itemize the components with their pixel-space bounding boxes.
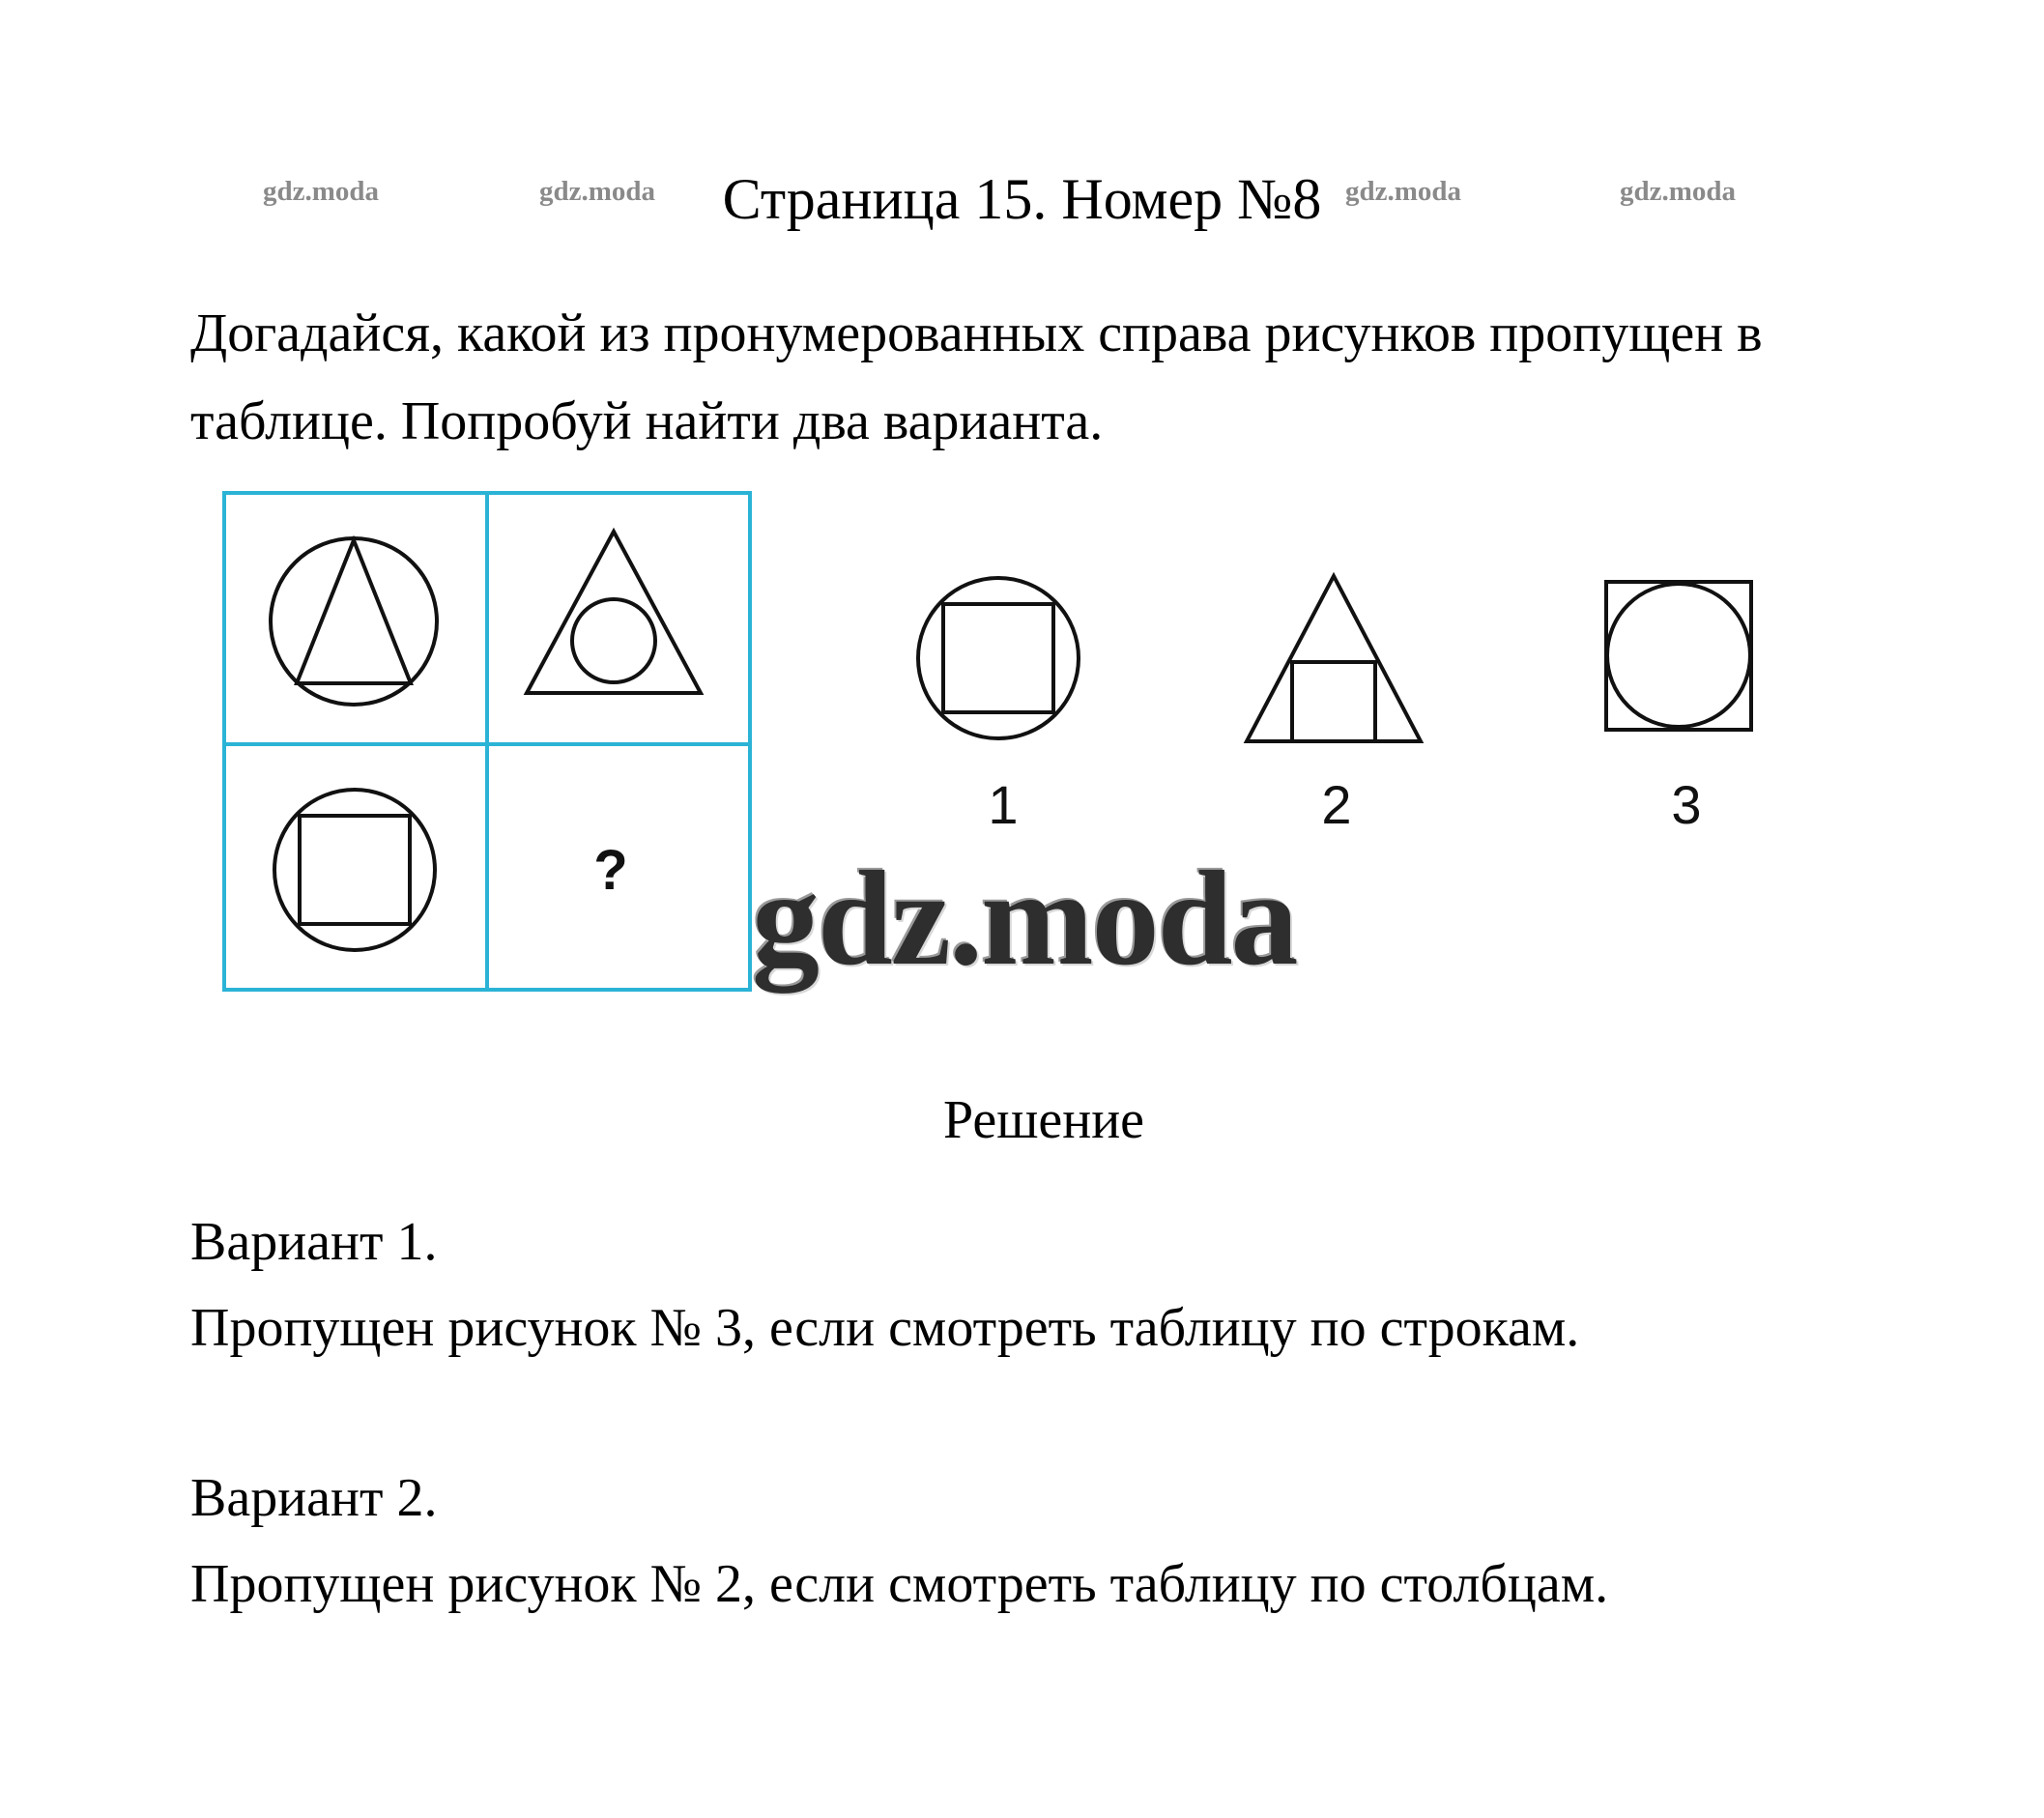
option-2-triangle-square: [1247, 576, 1421, 741]
variant-1-text: Пропущен рисунок № 3, если смотреть таблицу по строкам.: [190, 1298, 1580, 1358]
watermark-text: gdz.moda: [263, 176, 380, 207]
variant-2-label: Вариант 2.: [190, 1468, 438, 1528]
question-mark: ?: [593, 839, 628, 902]
option-1-circle-square: [918, 578, 1079, 738]
option-label-2: 2: [1321, 774, 1352, 835]
task-line-1: Догадайся, какой из пронумерованных справа рисунков пропущен в: [190, 303, 1763, 363]
variant-2-text: Пропущен рисунок № 2, если смотреть таблицу по столбцам.: [190, 1554, 1609, 1614]
watermark-text: gdz.moda: [1345, 176, 1462, 207]
solution-heading: Решение: [942, 1090, 1145, 1150]
task-text: [190, 290, 1891, 466]
option-3-square-circle: [1606, 582, 1751, 730]
option-label-1: 1: [988, 774, 1019, 835]
watermark-text: gdz.moda: [1620, 176, 1737, 207]
task-line-2: таблице. Попробуй найти два варианта.: [190, 391, 1104, 451]
watermark-large: gdz.moda: [752, 844, 1297, 994]
option-label-3: 3: [1671, 774, 1702, 835]
cell-circle-square: [274, 790, 435, 950]
watermark-text: gdz.moda: [539, 176, 656, 207]
cell-circle-triangle: [271, 538, 437, 705]
puzzle-table: [224, 493, 750, 990]
cell-triangle-circle: [527, 532, 701, 693]
variant-1-label: Вариант 1.: [190, 1212, 438, 1272]
page-title: Страница 15. Номер №8: [722, 167, 1322, 231]
